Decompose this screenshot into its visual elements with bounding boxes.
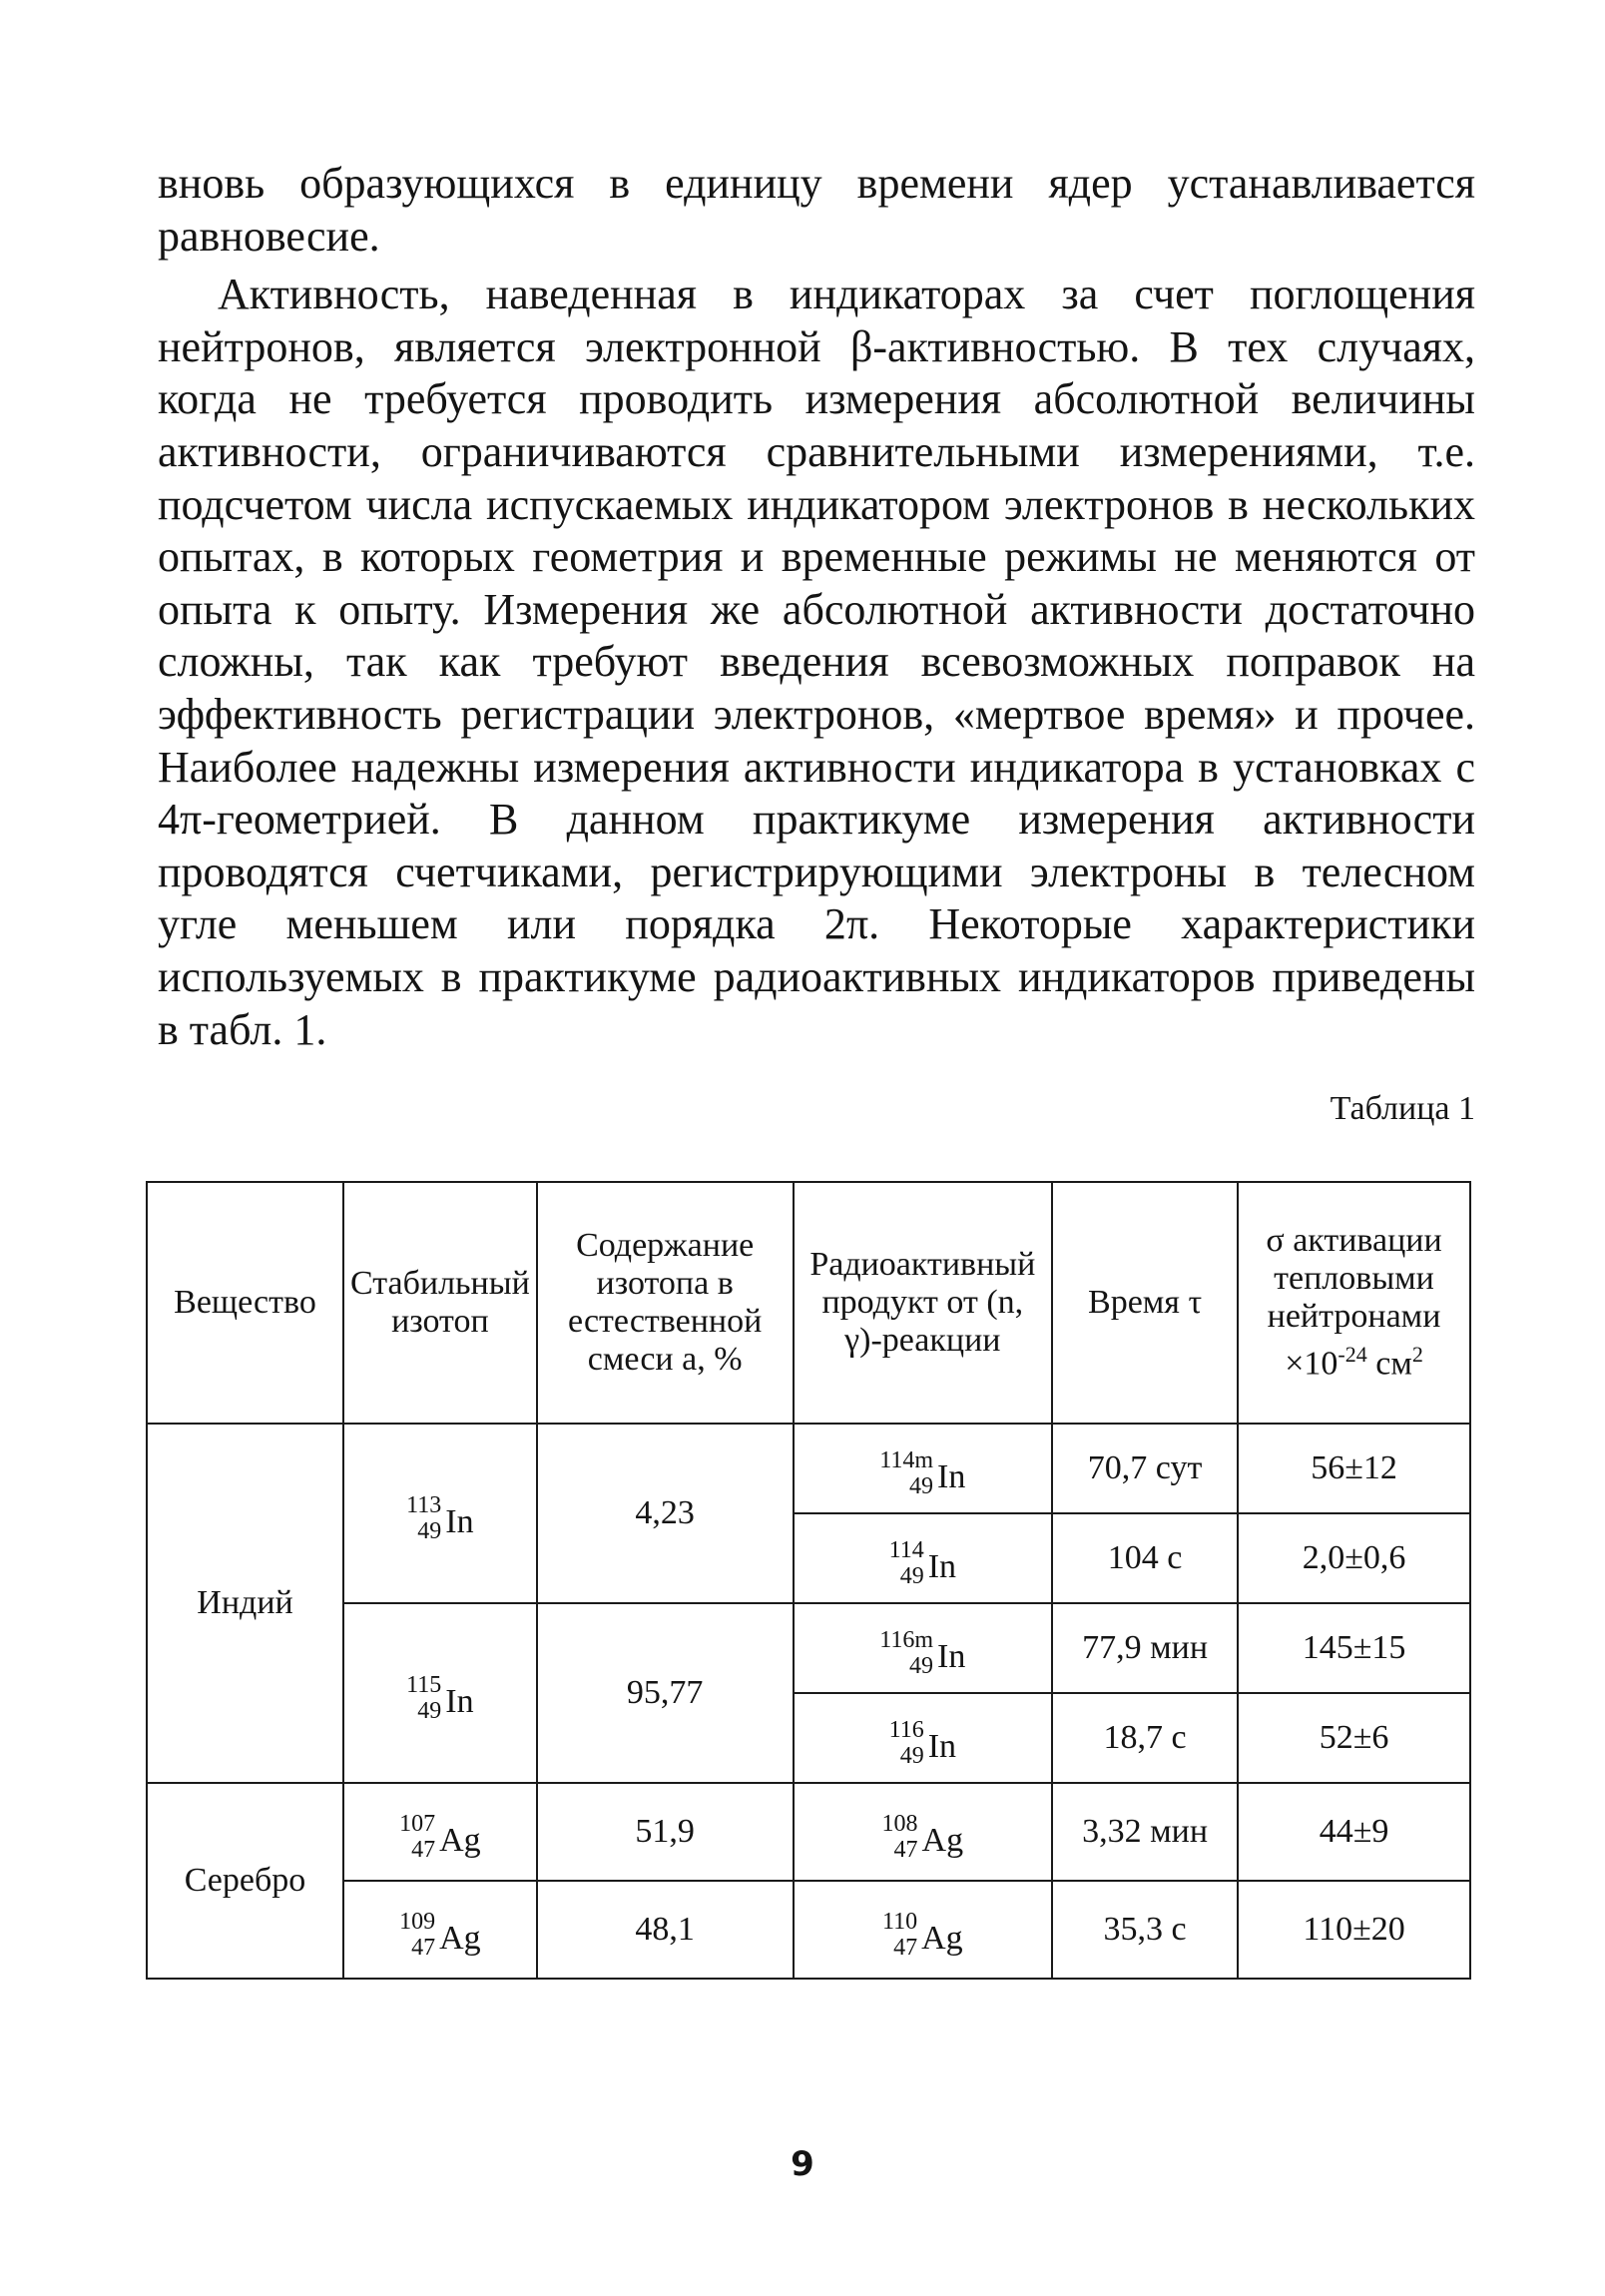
cell-content: 4,23	[537, 1424, 794, 1603]
nuclide-z: 49	[909, 1473, 934, 1499]
cell-sigma: 56±12	[1238, 1424, 1470, 1513]
header-sigma-unit: см	[1366, 1345, 1412, 1383]
nuclide-symbol: In	[445, 1683, 474, 1720]
cell-time: 18,7 с	[1052, 1693, 1238, 1783]
nuclide-z: 47	[893, 1935, 918, 1961]
paragraph-continuation: вновь образующихся в единицу времени ядер устанавливается равновесие.	[158, 159, 1475, 261]
cell-time: 3,32 мин	[1052, 1783, 1238, 1881]
cell-time: 70,7 сут	[1052, 1424, 1238, 1513]
cell-content: 51,9	[537, 1783, 794, 1881]
cell-stable-isotope	[343, 1783, 537, 1881]
nuclide-mass: 113	[406, 1492, 442, 1518]
nuclide-z: 49	[899, 1743, 924, 1769]
nuclide-z: 47	[411, 1935, 436, 1961]
header-content: Содержание изотопа в естественной смеси a, %	[537, 1182, 794, 1424]
nuclide-z: 47	[893, 1837, 918, 1863]
nuclide-z: 49	[417, 1518, 442, 1544]
cell-content: 48,1	[537, 1881, 794, 1979]
header-sigma-text: σ активации тепловыми нейтронами ×10	[1266, 1222, 1442, 1383]
nuclide-z: 49	[417, 1698, 442, 1724]
header-substance: Вещество	[147, 1182, 343, 1424]
nuclide	[882, 1812, 964, 1862]
nuclide-z: 49	[909, 1653, 934, 1679]
header-sigma-exponent: -24	[1338, 1342, 1367, 1368]
nuclide	[406, 1493, 473, 1543]
nuclide	[399, 1812, 481, 1862]
cell-product	[794, 1513, 1053, 1603]
nuclide-symbol: In	[937, 1638, 966, 1675]
cell-time: 77,9 мин	[1052, 1603, 1238, 1693]
cell-sigma: 52±6	[1238, 1693, 1470, 1783]
cell-substance: Серебро	[147, 1783, 343, 1979]
nuclide	[879, 1448, 965, 1498]
nuclide	[879, 1628, 965, 1678]
nuclide-symbol: Ag	[439, 1822, 481, 1859]
header-stable-isotope: Стабильный изотоп	[343, 1182, 537, 1424]
nuclide-mass: 107	[399, 1811, 436, 1837]
header-sigma	[1238, 1182, 1470, 1424]
table-row	[147, 1783, 1470, 1881]
cell-product	[794, 1603, 1053, 1693]
table-body	[147, 1424, 1470, 1979]
nuclide-symbol: In	[445, 1503, 474, 1540]
nuclide-mass: 108	[881, 1811, 918, 1837]
table-header	[147, 1182, 1470, 1424]
body-text	[158, 158, 1475, 1056]
table-row	[147, 1603, 1470, 1693]
nuclide-mass: 109	[399, 1909, 436, 1935]
cell-stable-isotope	[343, 1424, 537, 1603]
nuclide	[882, 1910, 963, 1960]
cell-time: 104 с	[1052, 1513, 1238, 1603]
cell-content: 95,77	[537, 1603, 794, 1783]
cell-product	[794, 1881, 1053, 1979]
header-time: Время τ	[1052, 1182, 1238, 1424]
header-product: Радиоактивный продукт от (n, γ)-реакции	[794, 1182, 1053, 1424]
nuclide-mass: 116m	[879, 1627, 934, 1653]
nuclide-mass: 114m	[879, 1447, 934, 1473]
nuclide-mass: 110	[881, 1909, 918, 1935]
cell-product	[794, 1693, 1053, 1783]
nuclide-symbol: Ag	[439, 1920, 481, 1957]
cell-stable-isotope	[343, 1881, 537, 1979]
nuclide	[889, 1538, 956, 1588]
cell-sigma: 2,0±0,6	[1238, 1513, 1470, 1603]
nuclide-symbol: In	[927, 1548, 957, 1585]
nuclide-symbol: In	[927, 1728, 957, 1765]
cell-time: 35,3 с	[1052, 1881, 1238, 1979]
paragraph-activity: Активность, наведенная в индикаторах за счет поглощения нейтронов, является электронной β-активностью. В тех случаях, когда не требуется проводить измерения абсолютной величины активности, ограничиваются сравнительными измерениями, т.е. подсчетом числа испускаемых индикатором электронов в нескольких опытах, в которых геометрия и временные режимы не меняются от опыта к опыту. Измерения же абсолютной активности достаточно сложны, так как требуют введения всевозможных поправок на эффективность регистрации электронов, «мертвое время» и прочее. Наиболее надежны измерения активности индикатора в установках с 4π-геометрией. В данном практикуме измерения активности проводятся счетчиками, регистрирующими электроны в телесном угле меньшем или порядка 2π. Некоторые характеристики используемых в практикуме радиоактивных индикаторов приведены в табл. 1.	[158, 270, 1475, 1054]
nuclide-z: 49	[899, 1563, 924, 1589]
nuclide-mass: 115	[406, 1672, 442, 1698]
nuclide	[889, 1718, 956, 1768]
cell-sigma: 44±9	[1238, 1783, 1470, 1881]
nuclide-symbol: Ag	[921, 1822, 964, 1859]
nuclide-mass: 116	[888, 1717, 924, 1743]
cell-sigma: 110±20	[1238, 1881, 1470, 1979]
nuclide-z: 47	[411, 1837, 436, 1863]
table-caption: Таблица 1	[1330, 1090, 1475, 1127]
cell-sigma: 145±15	[1238, 1603, 1470, 1693]
cell-substance: Индий	[147, 1424, 343, 1783]
cell-product	[794, 1424, 1053, 1513]
nuclide-symbol: Ag	[921, 1920, 963, 1957]
isotope-table	[146, 1181, 1471, 1980]
header-sigma-unit-exponent: 2	[1411, 1342, 1423, 1368]
nuclide-mass: 114	[888, 1537, 924, 1563]
nuclide-symbol: In	[937, 1458, 966, 1495]
nuclide	[406, 1673, 473, 1723]
cell-stable-isotope	[343, 1603, 537, 1783]
table-row	[147, 1881, 1470, 1979]
cell-product	[794, 1783, 1053, 1881]
nuclide	[399, 1910, 481, 1960]
page-number: 9	[791, 2144, 814, 2184]
table-row	[147, 1424, 1470, 1513]
